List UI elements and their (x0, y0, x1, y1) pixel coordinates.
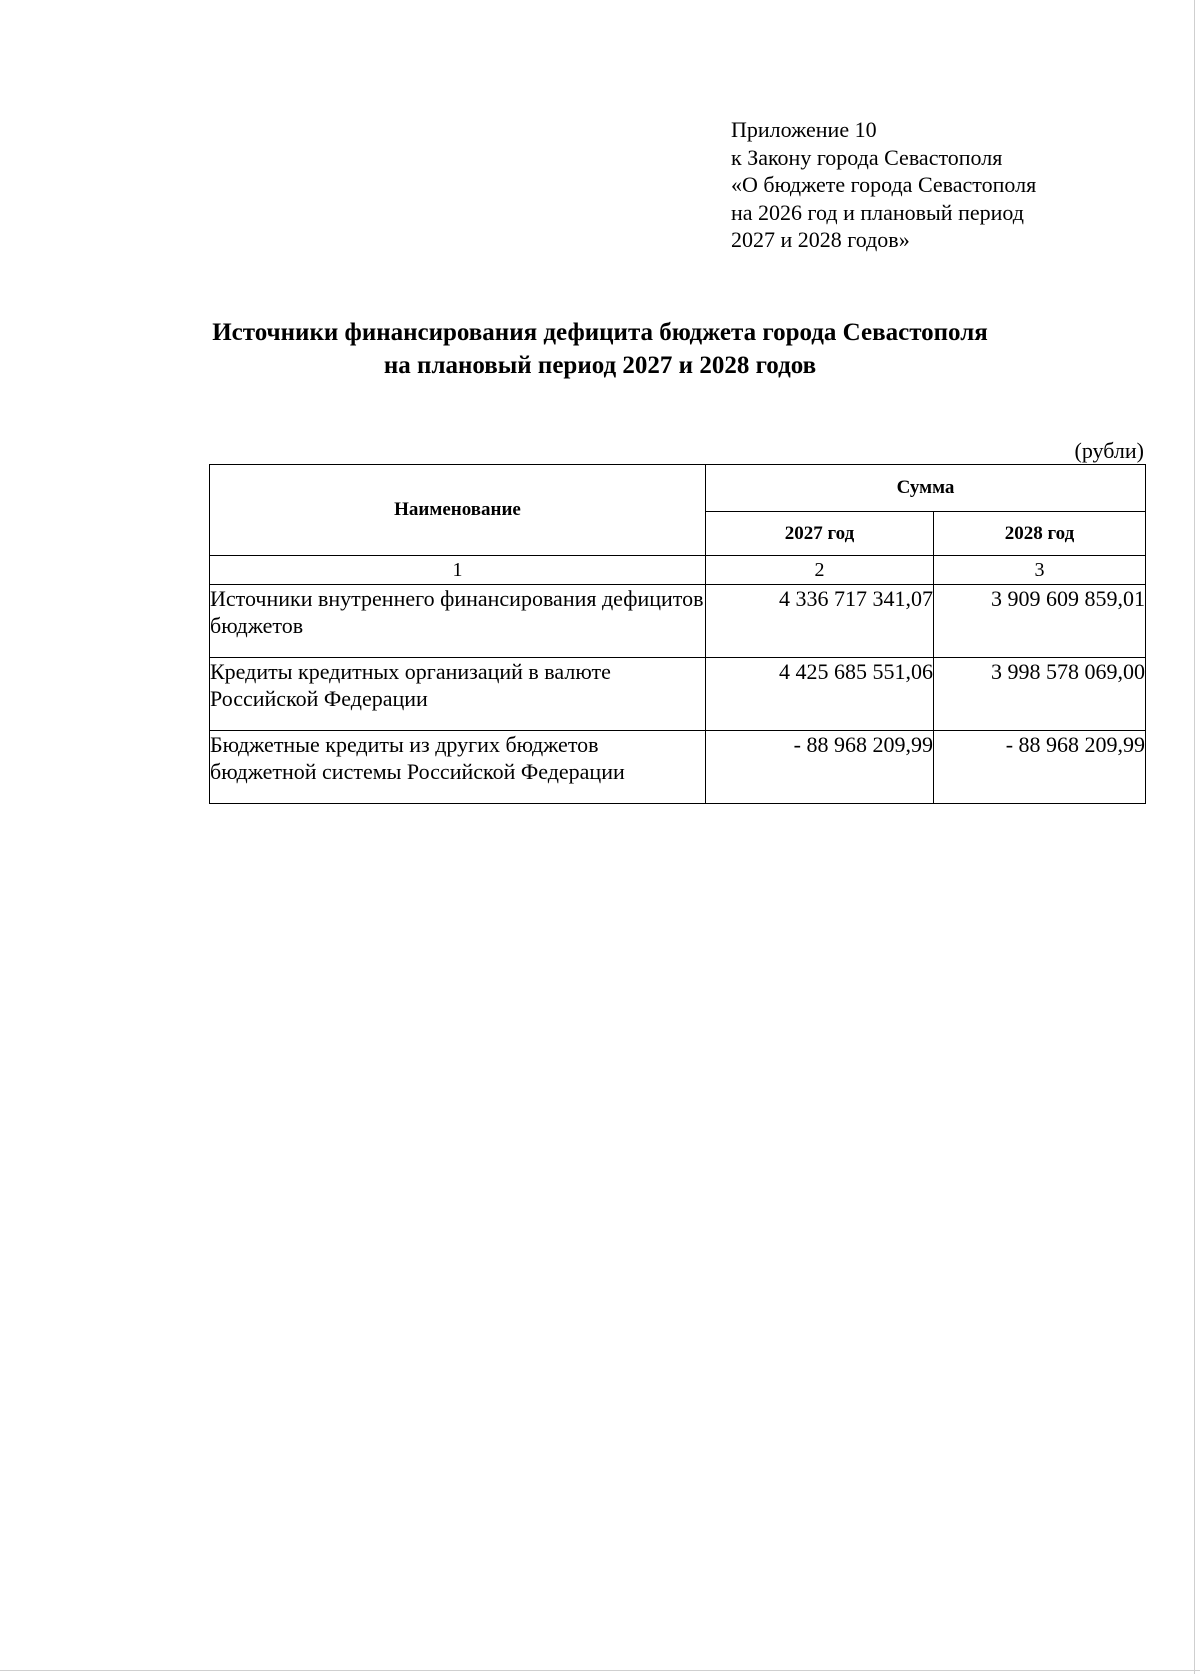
header-year-2028: 2028 год (934, 512, 1146, 556)
row-name: Кредиты кредитных организаций в валюте Российской Федерации (210, 658, 706, 731)
row-name: Бюджетные кредиты из других бюджетов бюджетной системы Российской Федерации (210, 731, 706, 804)
document-title-line-2: на плановый период 2027 и 2028 годов (383, 352, 817, 379)
row-value-2027: 4 425 685 551,06 (706, 658, 934, 731)
column-number: 2 (706, 556, 934, 585)
header-sum: Сумма (706, 465, 1146, 512)
row-name: Источники внутреннего финансирования дефицитов бюджетов (210, 585, 706, 658)
column-number: 1 (210, 556, 706, 585)
row-value-2028: 3 909 609 859,01 (934, 585, 1146, 658)
appendix-line: к Закону города Севастополя (731, 144, 1003, 170)
row-value-2028: 3 998 578 069,00 (934, 658, 1146, 731)
header-name: Наименование (210, 465, 706, 556)
table-row (210, 658, 1146, 731)
row-value-2027: 4 336 717 341,07 (706, 585, 934, 658)
document-title (0, 316, 1200, 382)
header-year-2027: 2027 год (706, 512, 934, 556)
appendix-line: Приложение 10 (731, 117, 877, 142)
appendix-line: на 2026 год и плановый период (731, 199, 1024, 225)
table-row (210, 585, 1146, 658)
row-value-2028: - 88 968 209,99 (934, 731, 1146, 804)
table-row (210, 731, 1146, 804)
page-edge-right (1194, 0, 1195, 1674)
column-number-row (210, 556, 1146, 585)
appendix-line: 2027 и 2028 годов» (731, 227, 910, 252)
row-value-2027: - 88 968 209,99 (706, 731, 934, 804)
document-title-line-1: Источники финансирования дефицита бюджета города Севастополя (212, 319, 988, 346)
page-edge-bottom (0, 1670, 1200, 1671)
units-label: (рубли) (1074, 438, 1144, 463)
table-header-row (210, 465, 1146, 512)
appendix-line: «О бюджете города Севастополя (731, 172, 1037, 197)
column-number: 3 (934, 556, 1146, 585)
appendix-reference (731, 116, 1036, 254)
financing-sources-table (209, 464, 1146, 804)
